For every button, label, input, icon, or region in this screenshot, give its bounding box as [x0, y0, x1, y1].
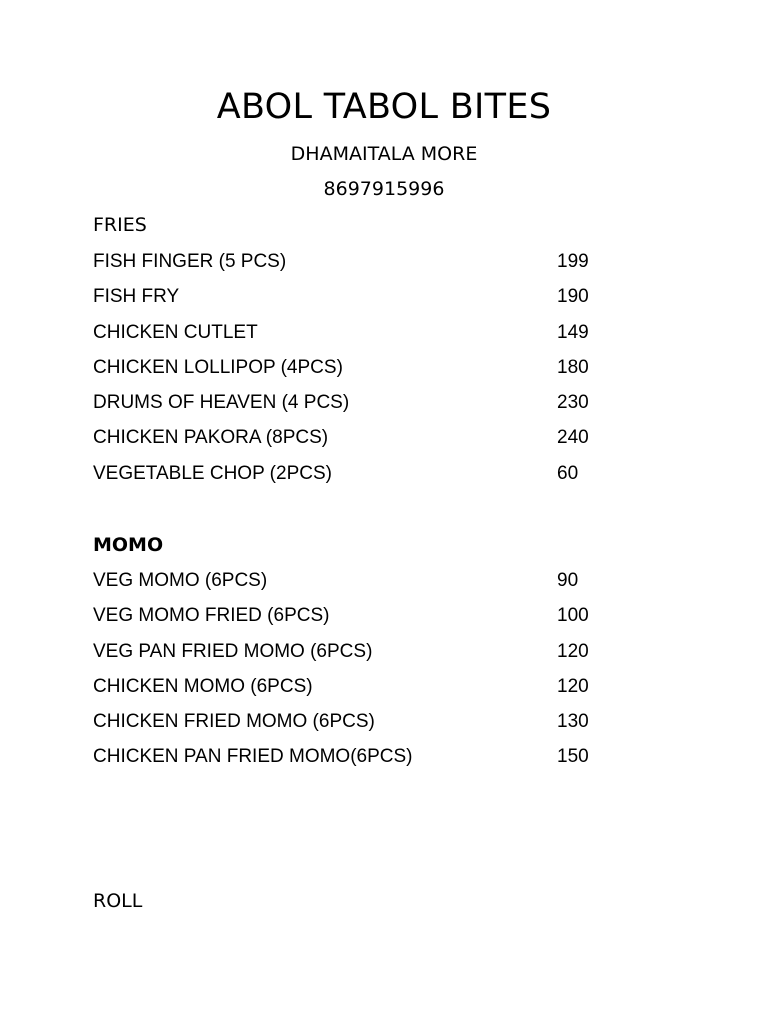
menu-item-row [93, 675, 653, 710]
menu-item-price: 120 [557, 640, 589, 662]
menu-item-price: 149 [557, 321, 589, 343]
menu-item-row [93, 356, 653, 391]
menu-item-name: VEG PAN FRIED MOMO (6PCS) [93, 640, 373, 662]
menu-item-name: CHICKEN FRIED MOMO (6PCS) [93, 711, 375, 733]
menu-item-price: 190 [557, 286, 589, 308]
menu-item-name: CHICKEN MOMO (6PCS) [93, 675, 313, 697]
menu-item-price: 240 [557, 427, 589, 449]
menu-item-row [93, 285, 653, 320]
menu-item-price: 230 [557, 392, 589, 414]
menu-item-price: 100 [557, 605, 589, 627]
menu-item-price: 150 [557, 746, 589, 768]
menu-item-name: VEGETABLE CHOP (2PCS) [93, 462, 332, 484]
menu-item-row [93, 604, 653, 639]
menu-item-price: 120 [557, 675, 589, 697]
menu-item-row [93, 321, 653, 356]
menu-item-row [93, 250, 653, 285]
menu-item-row [93, 745, 653, 780]
menu-item-row [93, 569, 653, 604]
menu-item-price: 199 [557, 251, 589, 272]
menu-item-price: 180 [557, 356, 589, 378]
menu-item-price: 90 [557, 570, 579, 591]
menu-item-row [93, 426, 653, 461]
menu-item-name: FISH FINGER (5 PCS) [93, 251, 287, 272]
menu-item-price: 130 [557, 711, 589, 733]
section-heading-roll: ROLL [93, 890, 143, 912]
menu-item-name: VEG MOMO FRIED (6PCS) [93, 605, 330, 627]
menu-item-price: 60 [557, 462, 579, 484]
menu-item-name: VEG MOMO (6PCS) [93, 570, 268, 591]
menu-item-name: CHICKEN PAKORA (8PCS) [93, 427, 329, 449]
menu-item-row [93, 640, 653, 675]
menu-item-name: CHICKEN CUTLET [93, 321, 258, 343]
fries-item-list [93, 250, 653, 497]
menu-item-name: DRUMS OF HEAVEN (4 PCS) [93, 392, 350, 414]
menu-item-row [93, 391, 653, 426]
menu-item-name: CHICKEN LOLLIPOP (4PCS) [93, 356, 343, 378]
section-heading-fries: FRIES [93, 214, 147, 236]
section-heading-momo: MOMO [93, 534, 164, 556]
menu-item-row [93, 462, 653, 497]
restaurant-address: DHAMAITALA MORE [290, 143, 478, 165]
menu-item-name: FISH FRY [93, 286, 180, 308]
momo-item-list [93, 569, 653, 781]
menu-item-row [93, 710, 653, 745]
menu-item-name: CHICKEN PAN FRIED MOMO(6PCS) [93, 746, 413, 768]
restaurant-phone: 8697915996 [323, 178, 445, 200]
restaurant-title: ABOL TABOL BITES [216, 87, 552, 127]
